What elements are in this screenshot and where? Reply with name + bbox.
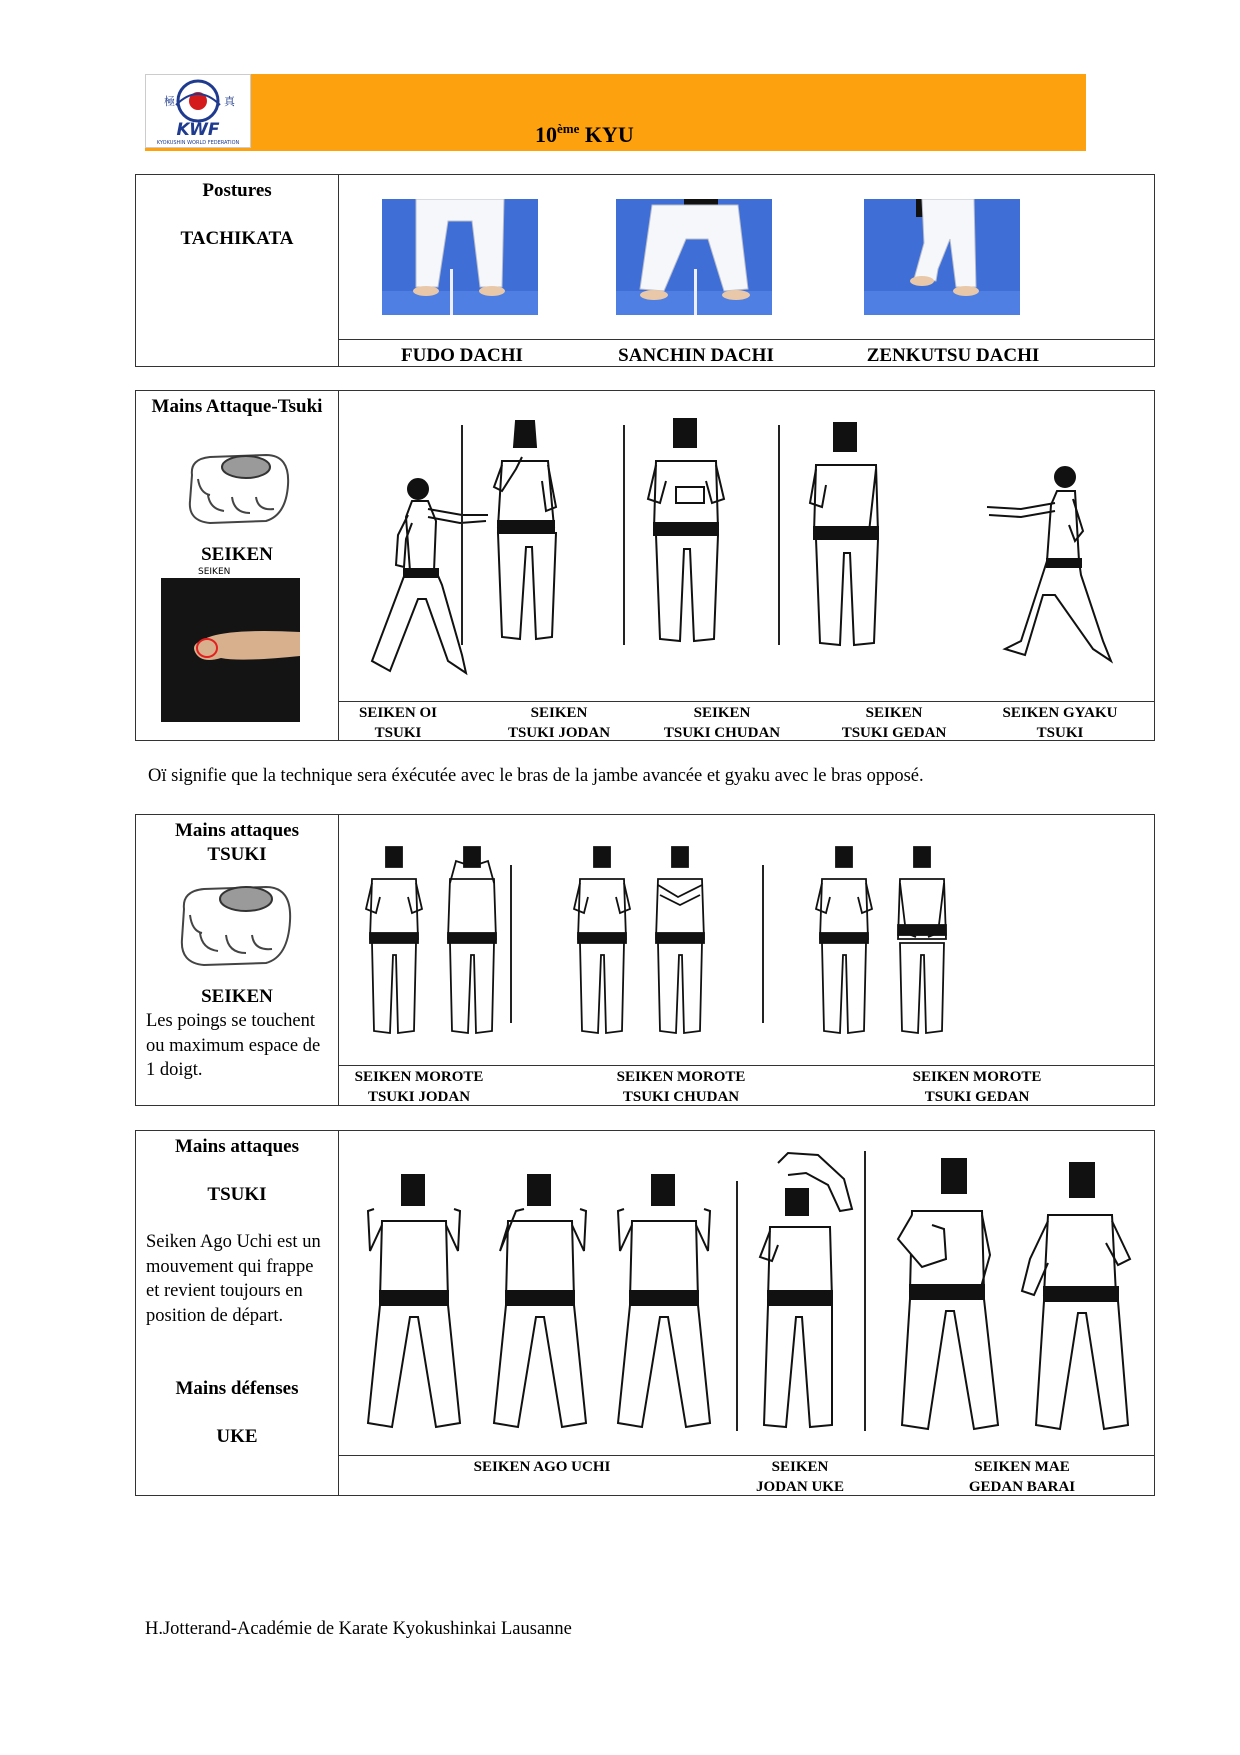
mains-defenses-title: Mains défenses (175, 1378, 299, 1399)
figure-gedan-barai-1 (892, 1155, 1012, 1441)
ago-uchi-note: Seiken Ago Uchi est un mouvement qui frappe et revient toujours en position de départ. (146, 1232, 321, 1326)
seiken-photo (161, 578, 300, 722)
footer: H.Jotterand-Académie de Karate Kyokushinkai Lausanne (145, 1619, 572, 1639)
page-title: 10ème KYU (535, 121, 634, 147)
seiken-label-2: SEIKEN (201, 986, 273, 1007)
figure-seiken-jodan-uke (748, 1149, 858, 1439)
oi-gyaku-explanation: Oï signifie que la technique sera éxécutée avec le bras de la jambe avancée et gyaku avec le bras opposé. (148, 766, 924, 786)
uke-label: UKE (216, 1426, 258, 1447)
tachikata-label: TACHIKATA (180, 228, 294, 249)
morote-note: Les poings se touchent ou maximum espace de 1 doigt. (146, 1011, 321, 1080)
section-ago-uchi-uke (135, 1130, 1155, 1496)
figure-morote-chudan-a (570, 845, 634, 1045)
caption-seiken-tsuki-jodan: SEIKEN TSUKI JODAN (507, 705, 611, 741)
section-mains-attaque-tsuki (135, 390, 1155, 741)
caption-seiken-jodan-uke: SEIKEN JODAN UKE (756, 1459, 844, 1495)
caption-morote-gedan: SEIKEN MOROTE TSUKI GEDAN (912, 1069, 1042, 1105)
svg-text:極: 極 (164, 95, 175, 108)
logo-subtext: KYOKUSHIN WORLD FEDERATION (156, 140, 240, 146)
caption-seiken-mae-gedan-barai: SEIKEN MAE GEDAN BARAI (968, 1459, 1076, 1495)
figure-ago-uchi-3 (610, 1171, 720, 1441)
figure-morote-chudan-b (648, 845, 712, 1045)
postures-title: Postures (202, 180, 272, 201)
caption-morote-jodan: SEIKEN MOROTE TSUKI JODAN (354, 1069, 484, 1105)
section-mains-attaques-morote (135, 814, 1155, 1106)
caption-seiken-tsuki-gedan: SEIKEN TSUKI GEDAN (841, 705, 947, 741)
figure-ago-uchi-1 (360, 1171, 470, 1441)
caption-morote-chudan: SEIKEN MOROTE TSUKI CHUDAN (616, 1069, 746, 1105)
svg-text:真: 真 (224, 95, 235, 108)
figure-seiken-tsuki-gedan (796, 421, 896, 661)
figure-seiken-gyaku-tsuki (981, 465, 1121, 675)
caption-seiken-oi-tsuki: SEIKEN OI TSUKI (359, 705, 437, 741)
caption-zenkutsu-dachi: ZENKUTSU DACHI (866, 345, 1040, 366)
figure-morote-gedan-b (890, 845, 954, 1045)
figure-morote-gedan-a (812, 845, 876, 1045)
photo-zenkutsu-dachi (864, 199, 1020, 315)
figure-seiken-tsuki-jodan (476, 417, 576, 657)
fist-drawing-2 (174, 875, 300, 971)
caption-seiken-tsuki-chudan: SEIKEN TSUKI CHUDAN (663, 705, 781, 741)
photo-fudo-dachi (382, 199, 538, 315)
figure-morote-jodan-a (362, 845, 426, 1045)
photo-sanchin-dachi (616, 199, 772, 315)
ago-uchi-tsuki: TSUKI (207, 1184, 267, 1205)
ago-uchi-title: Mains attaques (174, 1136, 300, 1157)
seiken-photo-caption: SEIKEN (198, 567, 231, 577)
morote-title: Mains attaques TSUKI (174, 820, 300, 865)
figure-seiken-oi-tsuki (362, 475, 492, 695)
caption-fudo-dachi: FUDO DACHI (401, 345, 523, 366)
figure-morote-jodan-b (440, 845, 504, 1045)
figure-gedan-barai-2 (1020, 1159, 1140, 1445)
caption-seiken-ago-uchi: SEIKEN AGO UCHI (473, 1459, 611, 1475)
logo-text: KWF (176, 120, 220, 140)
mains-attaque-title: Mains Attaque-Tsuki (151, 396, 323, 417)
figure-ago-uchi-2 (486, 1171, 596, 1441)
figure-seiken-tsuki-chudan (636, 417, 736, 657)
section-postures (135, 174, 1155, 367)
caption-sanchin-dachi: SANCHIN DACHI (618, 345, 774, 366)
kwf-logo (145, 74, 251, 148)
fist-drawing (180, 445, 300, 527)
seiken-label: SEIKEN (201, 544, 273, 565)
caption-seiken-gyaku-tsuki: SEIKEN GYAKU TSUKI (1002, 705, 1118, 741)
